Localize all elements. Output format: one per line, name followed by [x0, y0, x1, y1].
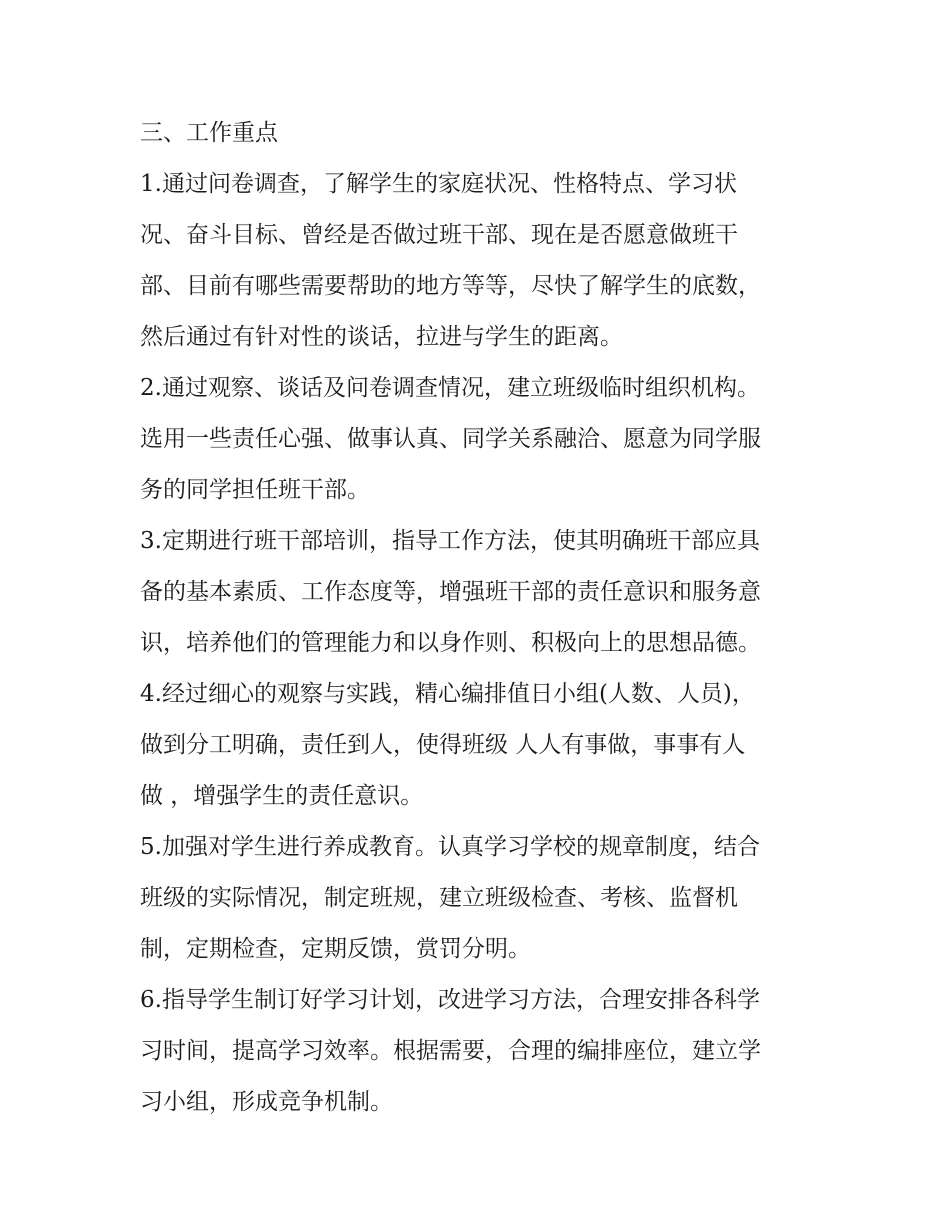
text-line: 2.通过观察、谈话及问卷调查情况，建立班级临时组织机构。 — [140, 375, 760, 401]
text-line: 务的同学担任班干部。 — [140, 477, 370, 503]
text-line: 5.加强对学生进行养成教育。认真学习学校的规章制度，结合 — [140, 834, 760, 860]
text-line: 班级的实际情况，制定班规，建立班级检查、考核、监督机 — [140, 885, 738, 911]
document-body — [140, 108, 820, 1128]
text-line: 况、奋斗目标、曾经是否做过班干部、现在是否愿意做班干 — [140, 222, 738, 248]
text-line: 3.定期进行班干部培训，指导工作方法，使其明确班干部应具 — [140, 528, 760, 554]
text-line: 备的基本素质、工作态度等，增强班干部的责任意识和服务意 — [140, 579, 761, 605]
text-line: 识，培养他们的管理能力和以身作则、积极向上的思想品德。 — [140, 630, 761, 656]
text-line: 制，定期检查，定期反馈，赏罚分明。 — [140, 936, 531, 962]
text-line: 然后通过有针对性的谈话，拉进与学生的距离。 — [140, 324, 623, 350]
text-line: 1.通过问卷调查，了解学生的家庭状况、性格特点、学习状 — [140, 171, 737, 197]
text-line: 4.经过细心的观察与实践，精心编排值日小组(人数、人员)， — [140, 681, 755, 707]
text-line: 6.指导学生制订好学习计划，改进学习方法，合理安排各科学 — [140, 987, 760, 1013]
section-heading: 三、工作重点 — [140, 120, 278, 146]
text-line: 习时间，提高学习效率。根据需要，合理的编排座位，建立学 — [140, 1038, 761, 1064]
text-line: 做 ，增强学生的责任意识。 — [140, 783, 424, 809]
text-line: 部、目前有哪些需要帮助的地方等等，尽快了解学生的底数， — [140, 273, 761, 299]
text-line: 选用一些责任心强、做事认真、同学关系融洽、愿意为同学服 — [140, 426, 761, 452]
text-line: 做到分工明确，责任到人，使得班级 人人有事做，事事有人 — [140, 732, 746, 758]
text-line: 习小组，形成竞争机制。 — [140, 1089, 393, 1115]
